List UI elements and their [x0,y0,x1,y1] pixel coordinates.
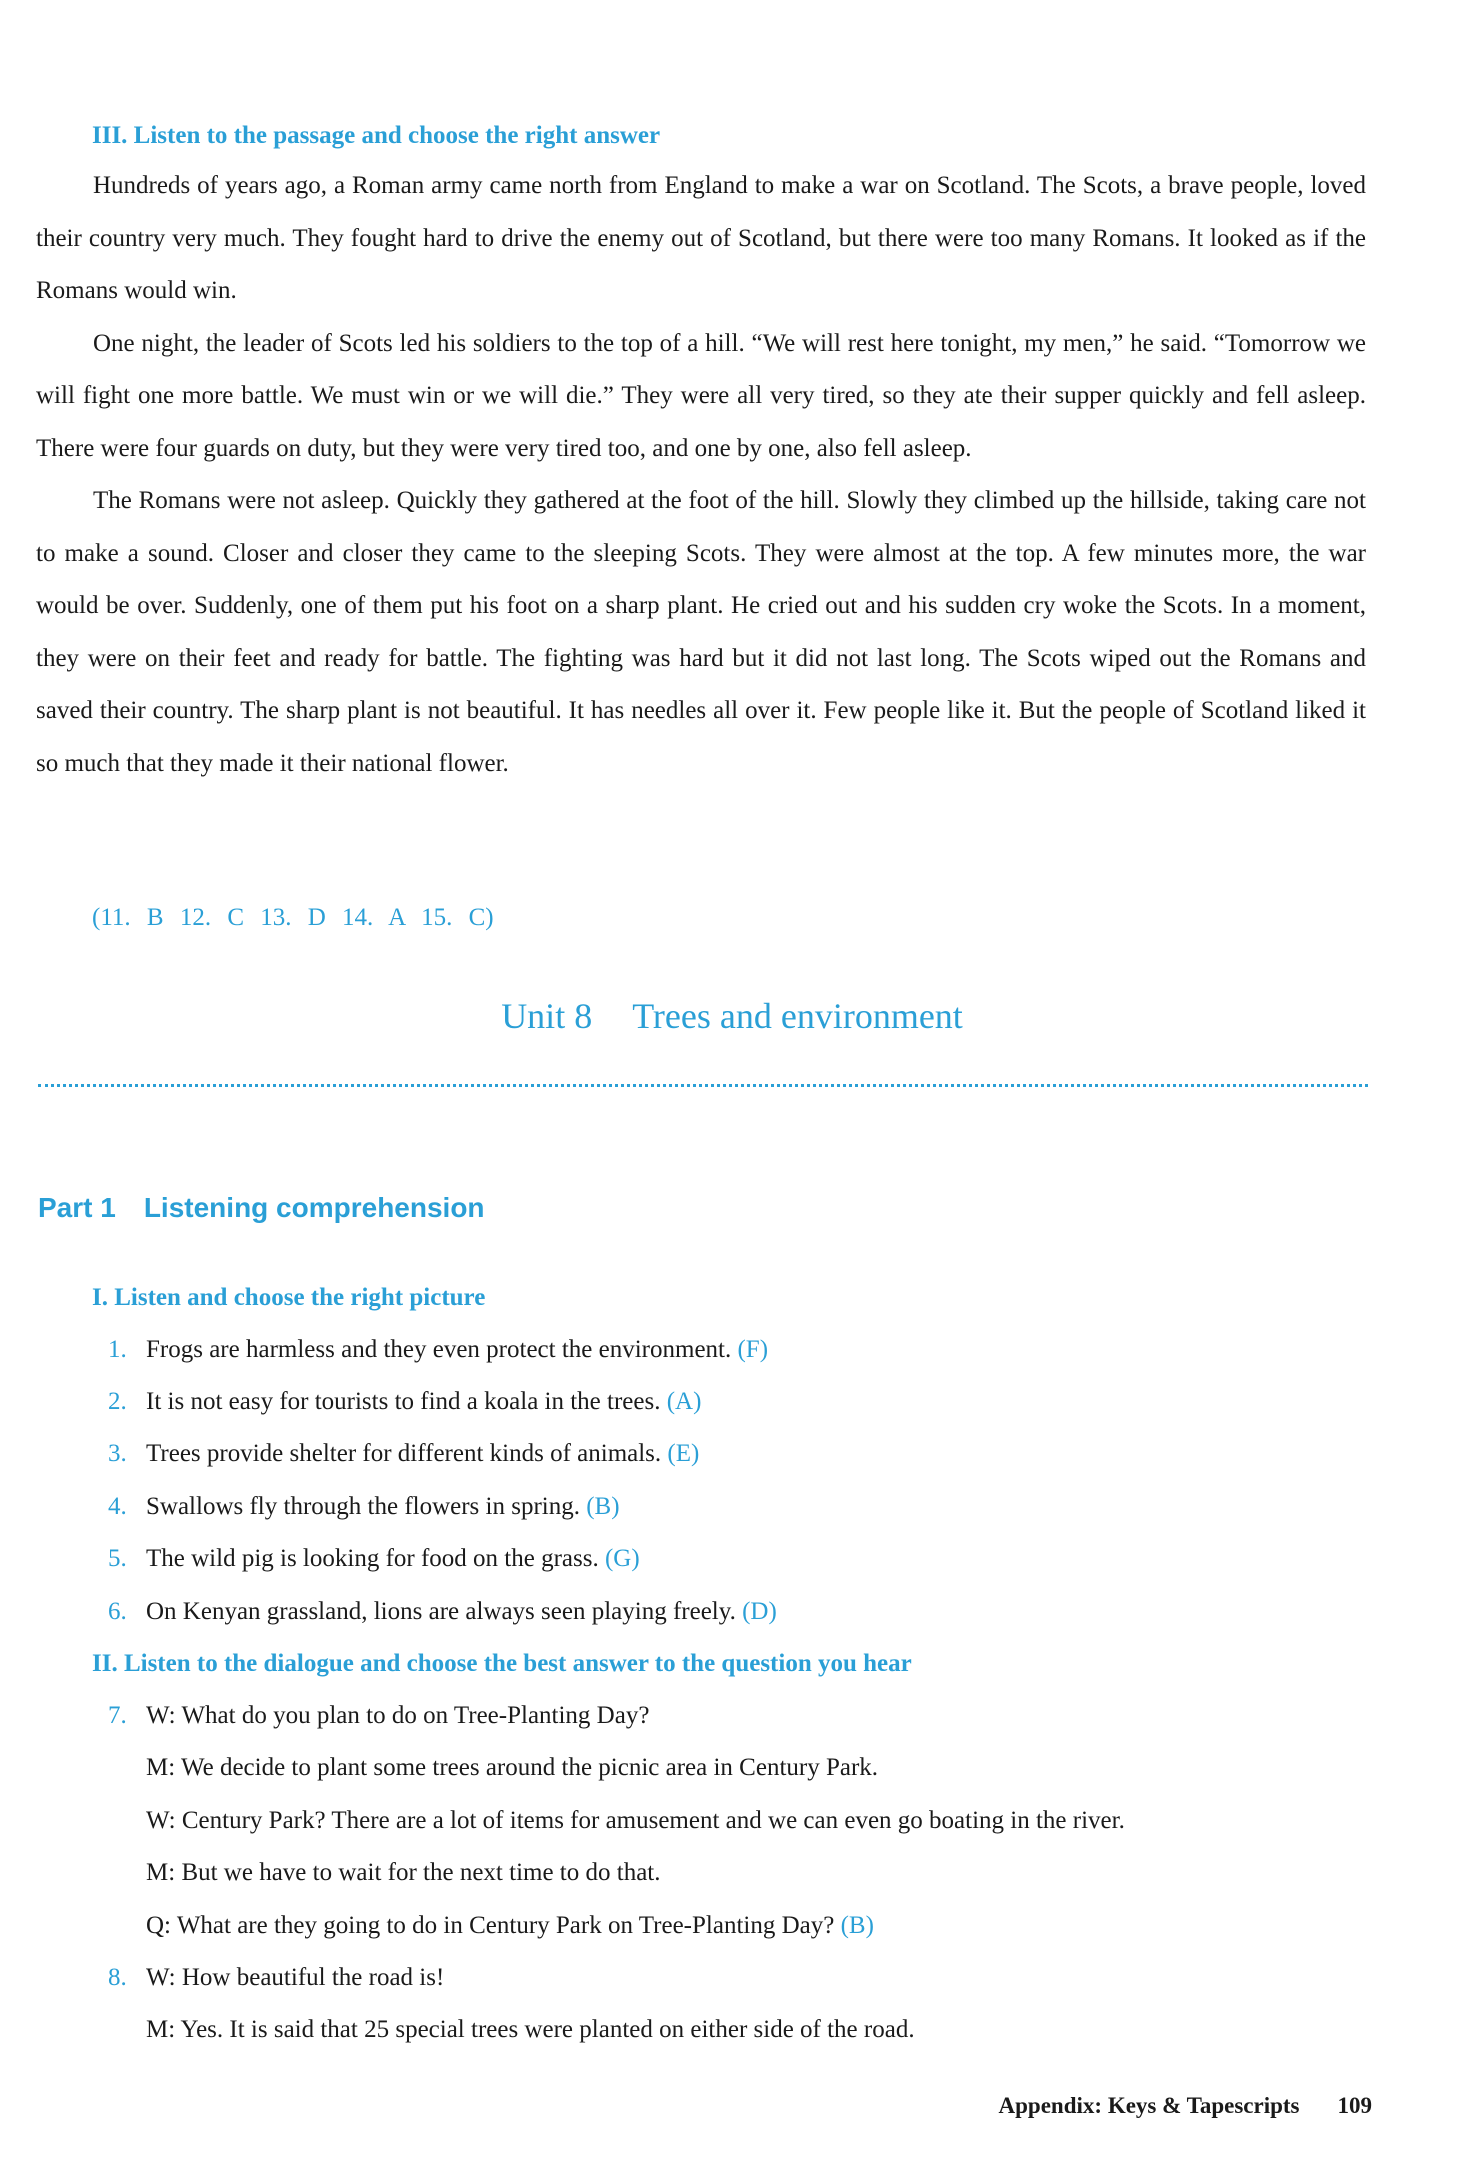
answer: (E) [667,1440,700,1467]
section-heading: II. Listen to the dialogue and choose the best answer to the question you hear [92,1650,912,1677]
dialogue-number: 8. [108,1964,127,1991]
list-item: 3. Trees provide shelter for different kinds of animals. (E) [108,1440,700,1467]
answer: (G) [604,1545,640,1572]
part-title [38,1192,485,1224]
answer: (A) [666,1388,702,1415]
list-item: 4. Swallows fly through the flowers in spring. (B) [108,1493,620,1520]
dotted-divider [38,1084,1368,1087]
dialogue-line: M: But we have to wait for the next time to do that. [146,1859,661,1886]
answer: (D) [742,1598,777,1625]
passage-paragraph: One night, the leader of Scots led his soldiers to the top of a hill. “We will rest here tonight, my men,” he said. “Tomorrow we will fight one more battle. We must win or we will die.” They were all very tired, so they ate their supper quickly and fell asleep. There were four guards on duty, but they were very tired too, and one by one, also fell asleep. [36,329,1366,462]
list-item: 1. Frogs are harmless and they even protect the environment. (F) [108,1336,769,1363]
passage-paragraph: The Romans were not asleep. Quickly they gathered at the foot of the hill. Slowly they climbed up the hillside, taking care not to make a sound. Closer and closer they came to the sleeping Scots. They were almost at the top. A few minutes more, the war would be over. Suddenly, one of them put his foot on a sharp plant. He cried out and his sudden cry woke the Scots. In a moment, they were on their feet and ready for battle. The fighting was hard but it did not last long. The Scots wiped out the Romans and saved their country. The sharp plant is not beautiful. It has needles all over it. Few people like it. But the people of Scotland liked it so much that they made it their national flower. [36,487,1366,777]
dialogue-question: Q: What are they going to do in Century Park on Tree-Planting Day? (B) [146,1912,874,1939]
page-number: 109 [1337,2093,1372,2118]
footer-text: Appendix: Keys & Tapescripts [998,2093,1300,2118]
list-item: 2. It is not easy for tourists to find a koala in the trees. (A) [108,1388,702,1415]
answer: (B) [840,1912,874,1939]
dialogue-line: M: We decide to plant some trees around the picnic area in Century Park. [146,1754,879,1781]
list-item: 5. The wild pig is looking for food on the grass. (G) [108,1545,640,1572]
answer-key: (11. B 12. C 13. D 14. A 15. C) [92,904,494,931]
dialogue-line: 8. W: How beautiful the road is! [108,1952,444,2005]
passage [36,160,1366,790]
answer: (B) [586,1493,620,1520]
unit-title [0,995,1464,1037]
dialogue-line: M: Yes. It is said that 25 special trees were planted on either side of the road. [146,2016,915,2043]
unit-number: Unit 8 [501,996,593,1036]
section-heading: I. Listen and choose the right picture [92,1284,486,1311]
answer: (F) [737,1336,769,1363]
part-name: Listening comprehension [143,1192,485,1223]
unit-name: Trees and environment [632,996,963,1036]
dialogue-line: 7. W: What do you plan to do on Tree-Planting Day? [108,1690,649,1743]
page-footer [999,2093,1372,2119]
passage-paragraph: Hundreds of years ago, a Roman army came north from England to make a war on Scotland. The Scots, a brave people, loved their country very much. They fought hard to drive the enemy out of Scotland, but there were too many Romans. It looked as if the Romans would win. [36,172,1366,304]
list-item: 6. On Kenyan grassland, lions are always seen playing freely. (D) [108,1598,777,1625]
section-heading: III. Listen to the passage and choose the right answer [92,122,661,149]
dialogue-line: W: Century Park? There are a lot of items for amusement and we can even go boating in the river. [146,1807,1125,1834]
part-label: Part 1 [38,1192,116,1223]
dialogue-number: 7. [108,1702,127,1729]
